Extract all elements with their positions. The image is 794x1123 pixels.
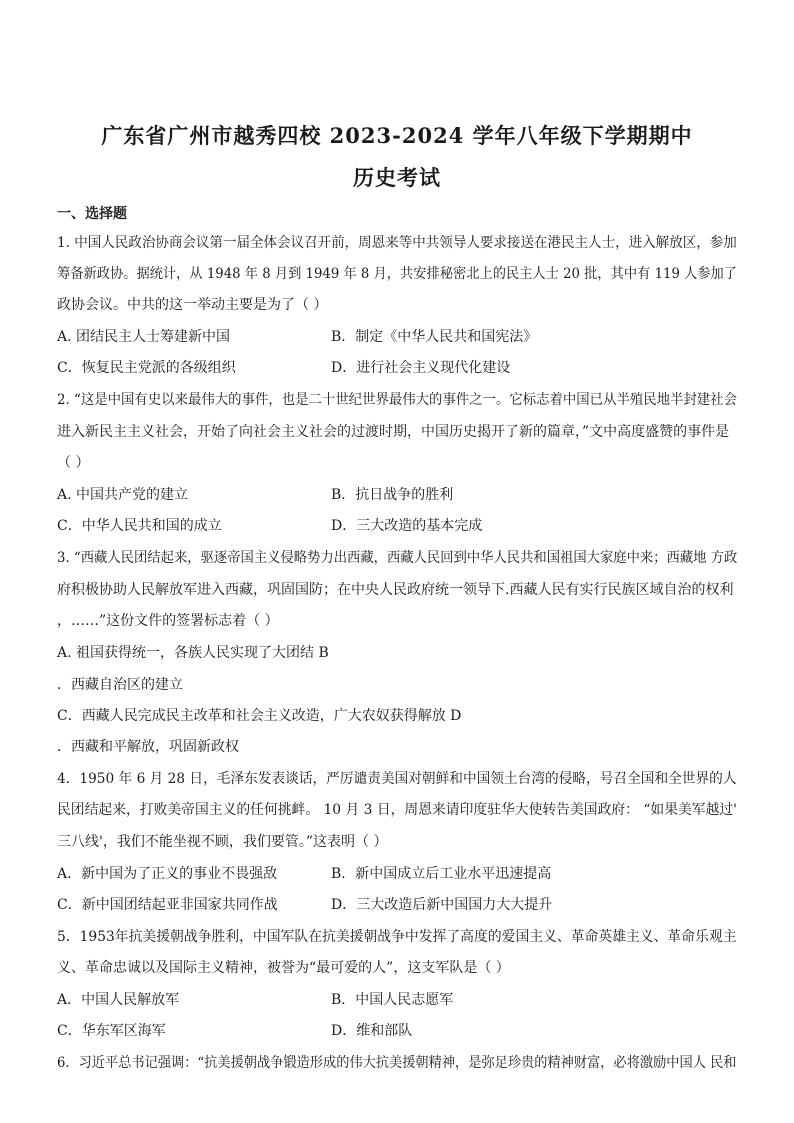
section-heading: 一、选择题 bbox=[57, 206, 127, 222]
question-2-stem-line: （ ） bbox=[57, 455, 90, 471]
question-3-option-line[interactable]: A. 祖国获得统一，各族人民实现了大团结 B bbox=[57, 645, 329, 661]
question-1-option-a[interactable]: A. 团结民主人士筹建新中国 bbox=[57, 329, 231, 345]
question-2-stem-line: 进入新民主主义社会，开始了向社会主义社会的过渡时期，中国历史揭开了新的篇章，”文中高度盛赞的事件是 bbox=[57, 424, 730, 440]
question-2-option-d[interactable]: D．三大改造的基本完成 bbox=[331, 518, 483, 534]
question-1-stem-line: 政协会议。中共的这一举动主要是为了（ ） bbox=[57, 297, 328, 313]
question-1-stem-line: 筹备新政协。据统计，从 1948 年 8 月到 1949 年 8 月，共安排秘密北上的民主人士 20 批，其中有 119 人参加了 bbox=[57, 266, 738, 282]
question-1-option-b[interactable]: B．制定《中华人民共和国宪法》 bbox=[331, 329, 538, 345]
question-1-option-d[interactable]: D．进行社会主义现代化建设 bbox=[331, 360, 511, 376]
question-3-option-line[interactable]: ．西藏和平解放，巩固新政权 bbox=[57, 739, 239, 755]
question-5-option-b[interactable]: B．中国人民志愿军 bbox=[331, 992, 454, 1008]
question-5-option-c[interactable]: C．华东军区海军 bbox=[57, 1023, 166, 1039]
question-3-stem-line: 府积极协助人民解放军进入西藏，巩固国防；在中央人民政府统一领导下.西藏人民有实行民族区域自治的权利 bbox=[57, 582, 734, 598]
question-5-option-d[interactable]: D．维和部队 bbox=[331, 1023, 413, 1039]
question-1-stem-line: 1. 中国人民政治协商会议第一届全体会议召开前，周恩来等中共领导人要求接送在港民主人士，进入解放区，参加 bbox=[57, 235, 737, 251]
question-1-option-c[interactable]: C．恢复民主党派的各级组织 bbox=[57, 360, 236, 376]
question-2-option-b[interactable]: B．抗日战争的胜利 bbox=[331, 487, 454, 503]
question-2-stem-line: 2. “这是中国有史以来最伟大的事件，也是二十世纪世界最伟大的事件之一。它标志着中国已从半殖民地半封建社会 bbox=[57, 392, 737, 408]
question-3-option-line[interactable]: ．西藏自治区的建立 bbox=[57, 677, 183, 693]
question-5-stem-line: 义、革命忠诚以及国际主义精神，被誉为“最可爱的人”，这支军队是（ ） bbox=[57, 960, 510, 976]
question-3-stem-line: 3. “西藏人民团结起来，驱逐帝国主义侵略势力出西藏，西藏人民回到中华人民共和国祖国大家庭中来；西藏地 方政 bbox=[57, 550, 738, 566]
question-4-option-a[interactable]: A．新中国为了正义的事业不畏强敌 bbox=[57, 866, 278, 882]
question-5-option-a[interactable]: A．中国人民解放军 bbox=[57, 992, 180, 1008]
question-4-option-b[interactable]: B．新中国成立后工业水平迅速提高 bbox=[331, 866, 552, 882]
question-6-stem-line: 6．习近平总书记强调：“抗美援朝战争锻造形成的伟大抗美援朝精神，是弥足珍贵的精神财富，必将激励中国人 民和 bbox=[57, 1055, 737, 1071]
exam-title: 广东省广州市越秀四校 2023-2024 学年八年级下学期期中 bbox=[101, 123, 693, 148]
exam-subject: 历史考试 bbox=[353, 165, 441, 190]
question-4-stem-line: 三八线'，我们不能坐视不顾，我们要管。”这表明（ ） bbox=[57, 834, 388, 850]
question-4-option-d[interactable]: D．三大改造后新中国国力大大提升 bbox=[331, 897, 553, 913]
question-4-stem-line: 4．1950 年 6 月 28 日，毛泽东发表谈话，严厉谴责美国对朝鲜和中国领土台湾的侵略，号召全国和全世界的人 bbox=[57, 771, 737, 787]
question-4-stem-line: 民团结起来，打败美帝国主义的任何挑衅。 10 月 3 日，周恩来请印度驻华大使转告美国政府： “如果美军越过' bbox=[57, 802, 737, 818]
question-2-option-a[interactable]: A. 中国共产党的建立 bbox=[57, 487, 189, 503]
question-2-option-c[interactable]: C．中华人民共和国的成立 bbox=[57, 518, 222, 534]
question-4-option-c[interactable]: C．新中国团结起亚非国家共同作战 bbox=[57, 897, 278, 913]
question-3-stem-line: ，……”这份文件的签署标志着（ ） bbox=[57, 613, 279, 629]
question-5-stem-line: 5．1953年抗美援朝战争胜利，中国军队在抗美援朝战争中发挥了高度的爱国主义、革命英雄主义、革命乐观主 bbox=[57, 929, 737, 945]
question-3-option-line[interactable]: C．西藏人民完成民主改革和社会主义改造，广大农奴获得解放 D bbox=[57, 708, 462, 724]
